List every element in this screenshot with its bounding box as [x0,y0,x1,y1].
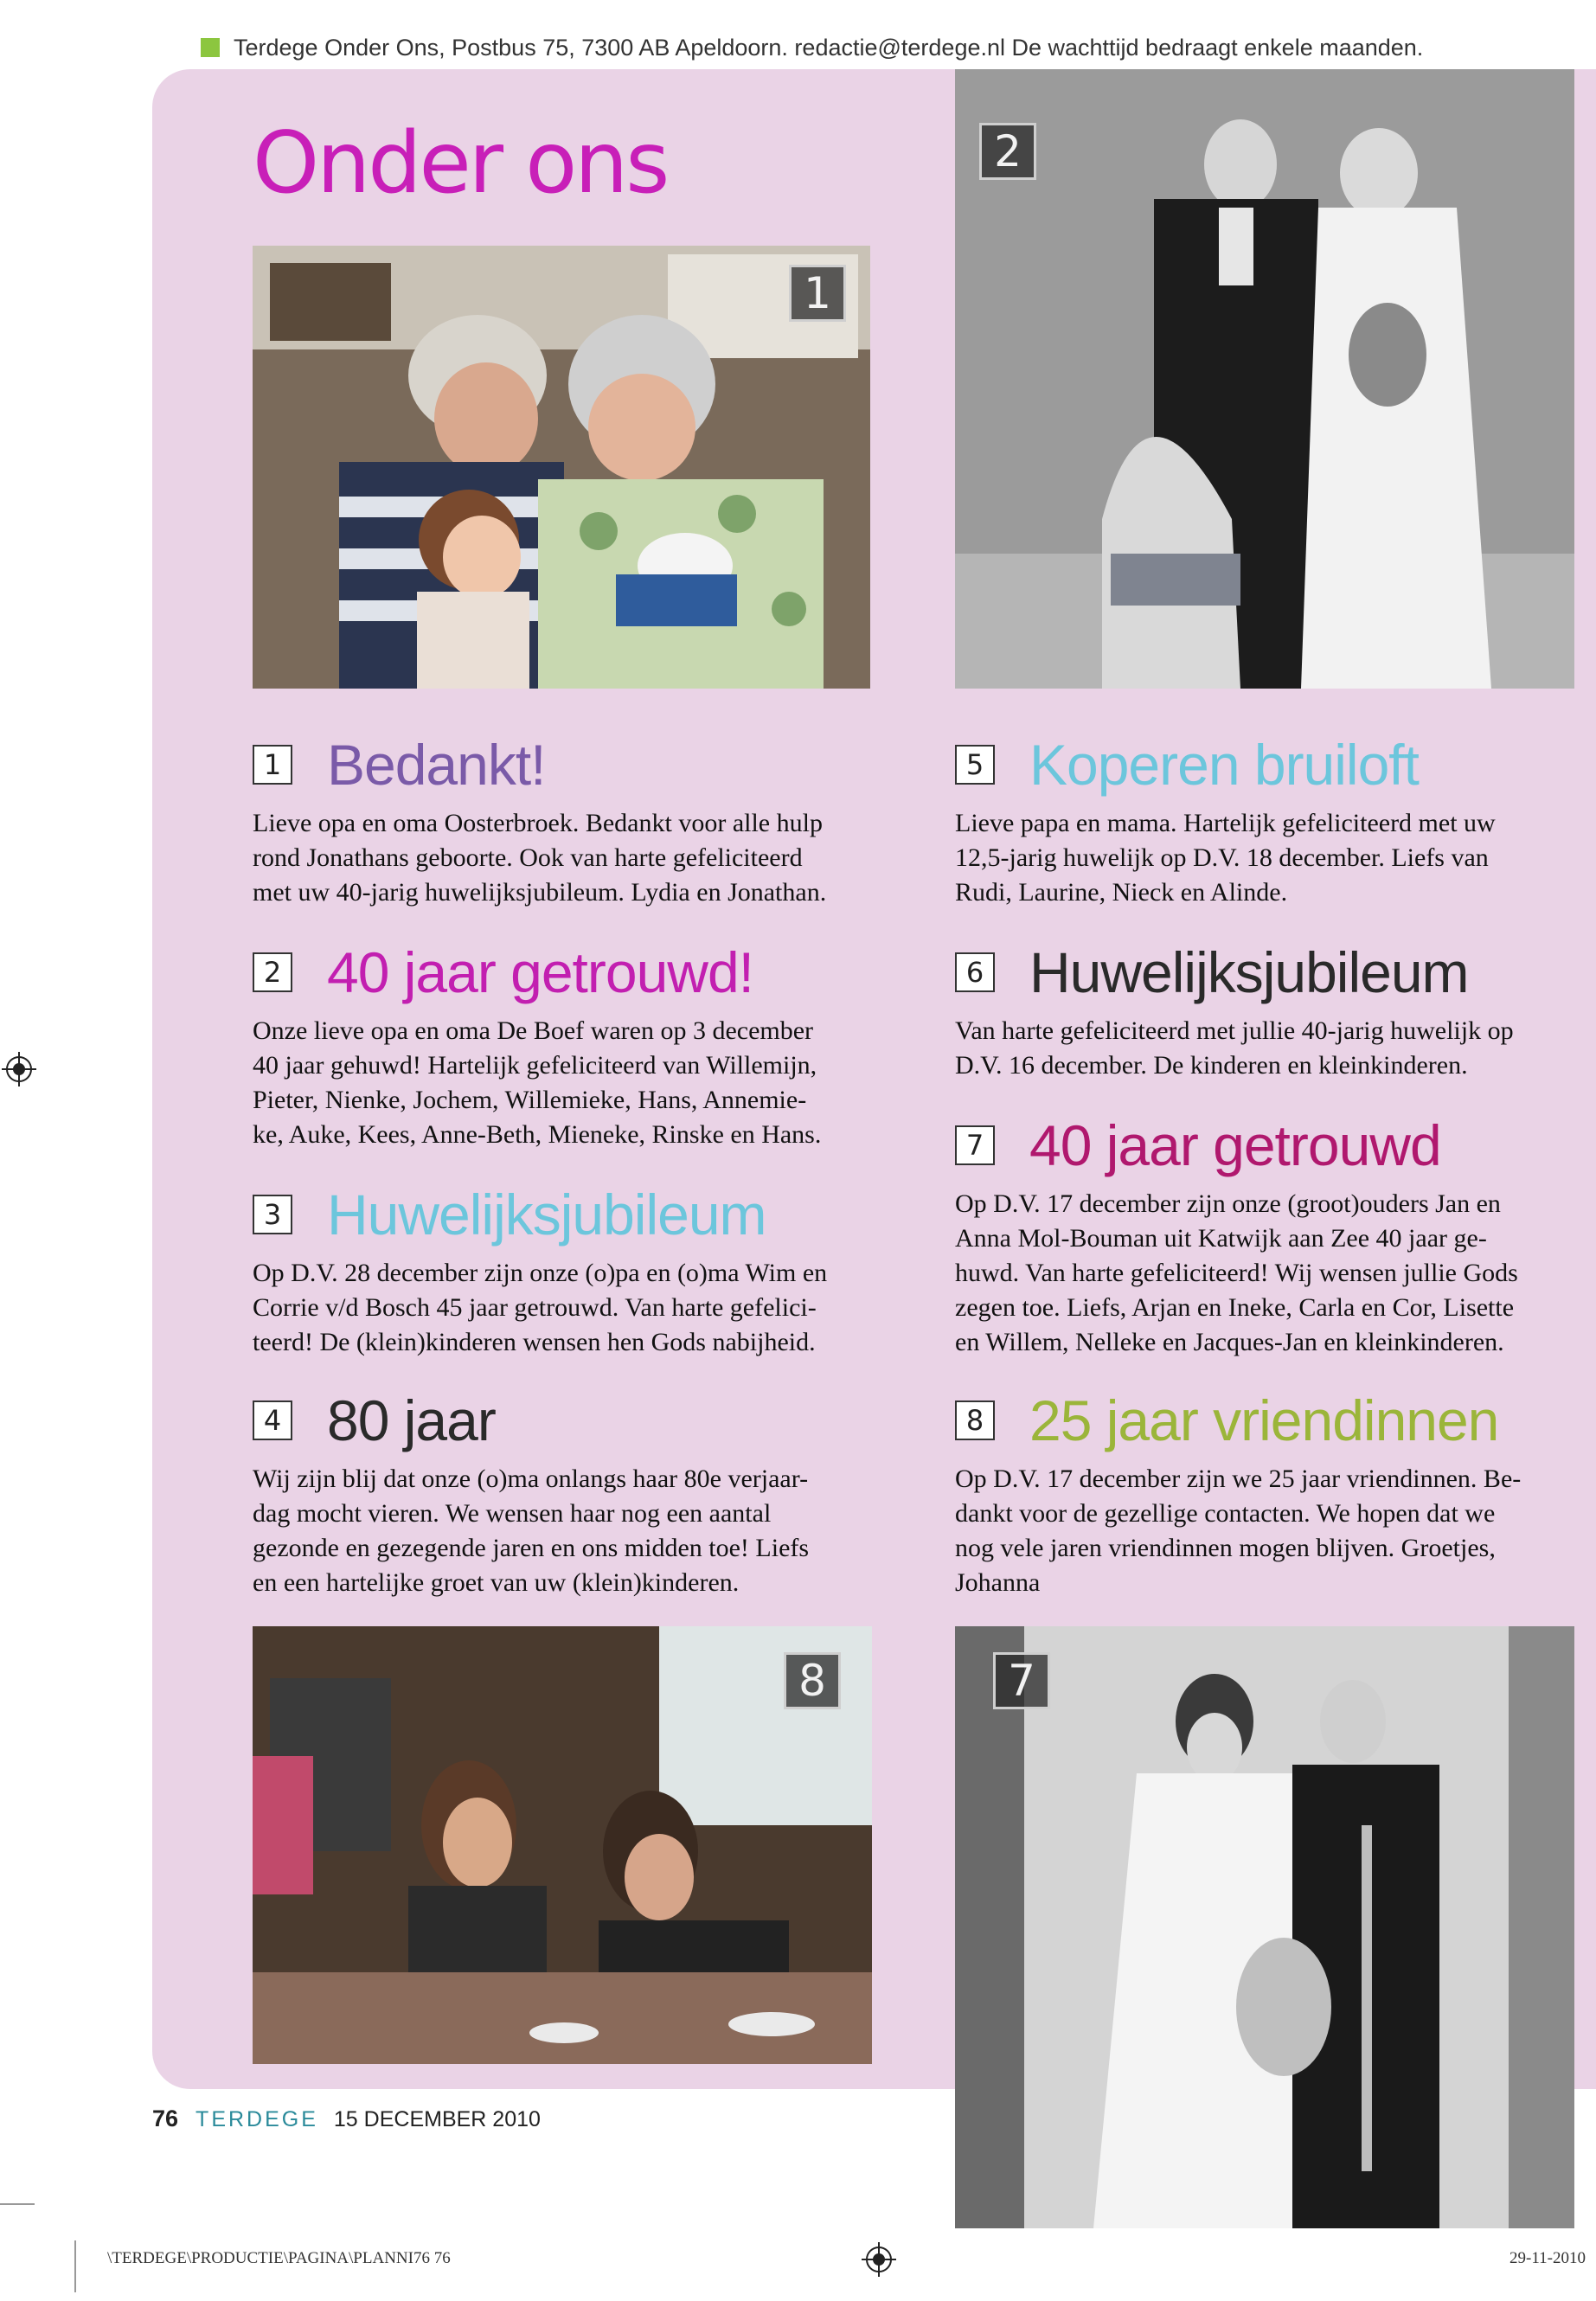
header-info-text: Terdege Onder Ons, Postbus 75, 7300 AB Apeldoorn. redactie@terdege.nl De wachttijd bedraagt enkele maanden. [234,34,1424,61]
section-2 [253,939,875,1152]
section-title: Huwelijksjubileum [1029,940,1469,1004]
section-title: 40 jaar getrouwd! [327,940,753,1004]
photo-wedding-couple [955,69,1574,689]
photo-wedding-uniform [955,1626,1574,2228]
crop-mark [0,2203,35,2205]
photo-grandparents [253,246,870,689]
header-bullet-icon [201,38,220,57]
section-title: Bedankt! [327,733,546,797]
section-body: Lieve papa en mama. Hartelijk gefeliciteerd met uw 12,5-jarig huwelijk op D.V. 18 december. Liefs van Rudi, Laurine, Nieck en Alinde. [955,809,1496,907]
section-6 [955,939,1578,1083]
section-title: Huwelijksjubileum [327,1183,766,1247]
slug-path: \TERDEGE\PRODUCTIE\PAGINA\PLANNI76 76 [107,2249,451,2267]
section-4 [253,1388,875,1600]
slug-date: 29-11-2010 [1509,2249,1586,2267]
section-title: 80 jaar [327,1388,496,1452]
registration-mark-icon [2,1052,36,1086]
issue-date: 15 DECEMBER 2010 [333,2107,541,2131]
section-number: 4 [253,1400,292,1440]
section-body: Op D.V. 17 december zijn we 25 jaar vriendinnen. Be- dankt voor de gezellige contacten. We hopen dat we nog vele jaren vriendinnen mogen blijven. Groetjes, Johanna [955,1465,1522,1597]
section-7 [955,1112,1578,1360]
section-title: 25 jaar vriendinnen [1029,1388,1499,1452]
registration-mark-icon [862,2242,896,2277]
magazine-name: TERDEGE [195,2107,318,2131]
photo-badge: 7 [993,1652,1050,1709]
section-body: Van harte gefeliciteerd met jullie 40-jarig huwelijk op D.V. 16 december. De kinderen en kleinkinderen. [955,1016,1514,1080]
section-number: 3 [253,1195,292,1234]
header-info [201,26,1423,69]
section-title: Koperen bruiloft [1029,733,1419,797]
crop-mark [74,2240,76,2292]
page-footer [152,2106,541,2132]
section-body: Op D.V. 17 december zijn onze (groot)ouders Jan en Anna Mol-Bouman uit Katwijk aan Zee 40 jaar ge- huwd. Van harte gefeliciteerd! Wij wensen jullie Gods zegen toe. Liefs, Arjan en Ineke, Carla en Cor, Lisette en Willem, Nelleke en Jacques-Jan en kleinkinderen. [955,1189,1518,1356]
photo-friends [253,1626,872,2064]
section-5 [955,732,1578,910]
page-number: 76 [152,2106,179,2131]
section-body: Wij zijn blij dat onze (o)ma onlangs haar 80e verjaar- dag mocht vieren. We wensen haar nog een aantal gezonde en gezegende jaren en ons midden toe! Liefs en een hartelijke groet van uw (klein)kinderen. [253,1465,810,1597]
photo-badge: 1 [789,265,846,322]
photo-badge: 8 [784,1652,841,1709]
section-3 [253,1182,875,1360]
section-number: 5 [955,745,995,785]
section-body: Op D.V. 28 december zijn onze (o)pa en (o)ma Wim en Corrie v/d Bosch 45 jaar getrouwd. Van harte gefelici- teerd! De (klein)kinderen wensen hen Gods nabijheid. [253,1259,828,1356]
section-number: 2 [253,952,292,992]
section-1 [253,732,875,910]
section-body: Lieve opa en oma Oosterbroek. Bedankt voor alle hulp rond Jonathans geboorte. Ook van harte gefeliciteerd met uw 40-jarig huwelijksjubileum. Lydia en Jonathan. [253,809,827,907]
section-8 [955,1388,1578,1600]
photo-badge: 2 [979,123,1036,180]
section-title: 40 jaar getrouwd [1029,1113,1441,1177]
section-body: Onze lieve opa en oma De Boef waren op 3 december 40 jaar gehuwd! Hartelijk gefeliciteerd van Willemijn, Pieter, Nienke, Jochem, Willemieke, Hans, Annemie- ke, Auke, Kees, Anne-Beth, Mieneke, Rinske en Hans. [253,1016,822,1149]
section-number: 1 [253,745,292,785]
page-title: Onder ons [253,114,668,213]
section-number: 7 [955,1125,995,1165]
section-number: 6 [955,952,995,992]
section-number: 8 [955,1400,995,1440]
